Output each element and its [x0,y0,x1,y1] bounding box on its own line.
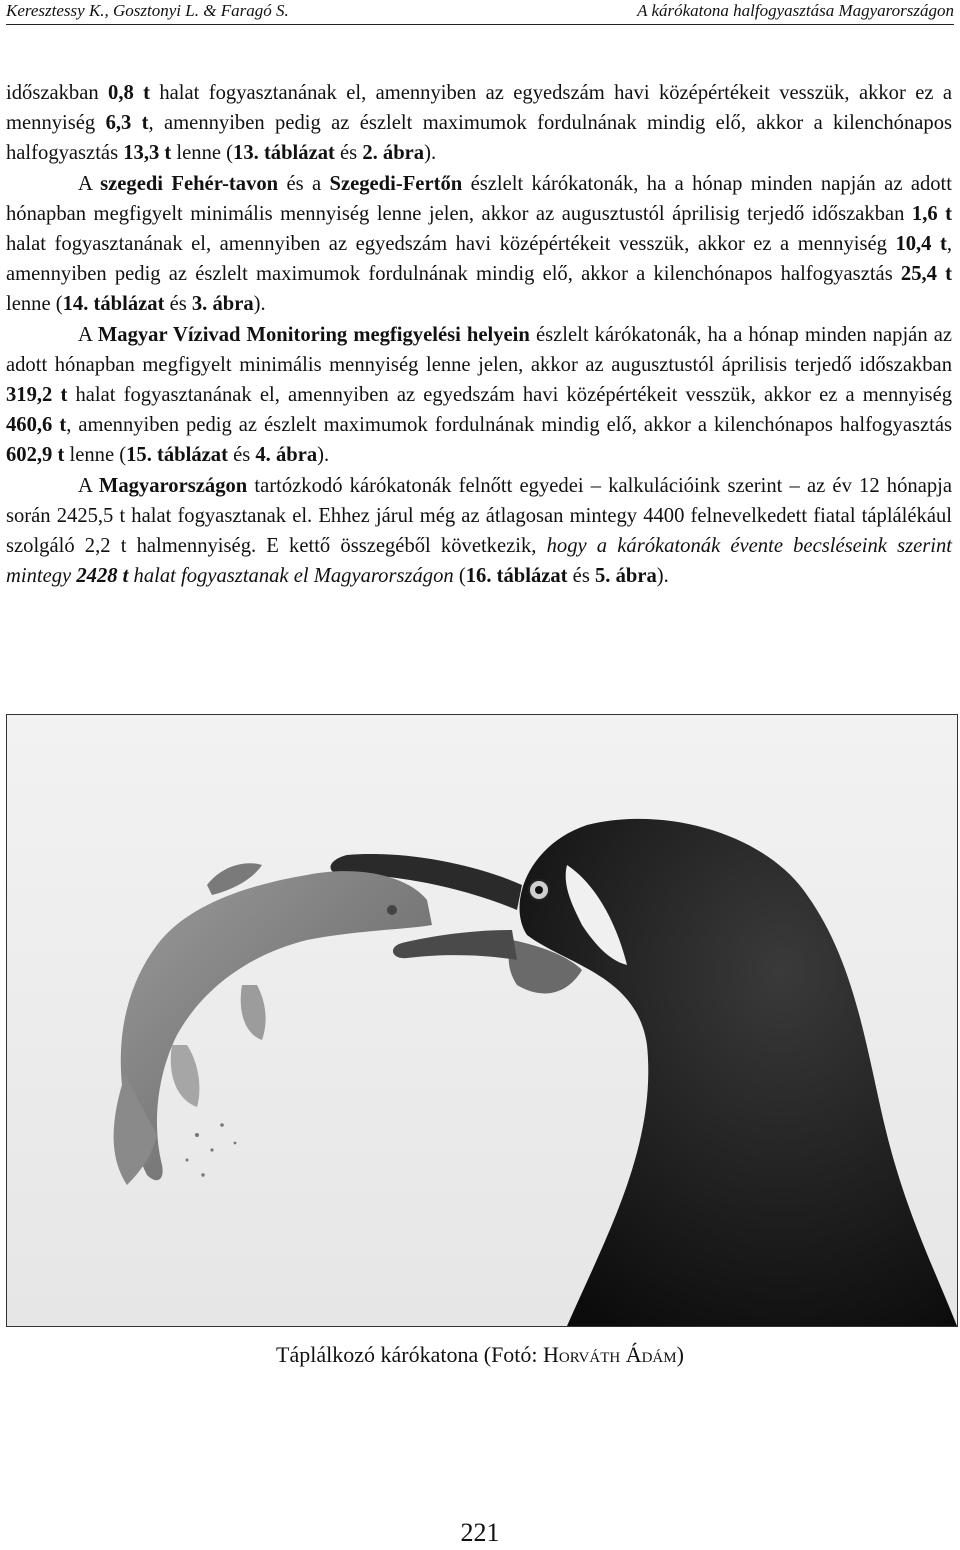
text-run: 1,6 t [911,202,953,225]
text-run: halat fogyasztanak el Magyarországon [128,565,454,588]
text-run: ). [253,293,266,316]
paragraph-1 [6,78,952,169]
text-run: ). [317,444,330,467]
text-run: 13,3 t [123,142,172,165]
caption-photographer: Horváth Ádám [543,1342,677,1367]
text-run: 16. táblázat [465,565,568,588]
paragraph-3 [6,320,952,471]
caption-text: Táplálkozó kárókatona (Fotó: [276,1342,544,1367]
body-text [6,78,952,591]
text-run: , amennyiben pedig az észlelt maximumok fordulnának mindig elő, akkor a kilenchónapos halfogyasztás [6,233,953,286]
text-run: ). [656,565,669,588]
page-number: 221 [460,1518,500,1547]
text-run: észlelt kárókatonák, ha a hónap minden napján az adott hónapban megfigyelt minimális mennyiség lenne jelen, akkor az augusztustól áprilisis terjedő időszakban [6,323,952,376]
text-run: 319,2 t [6,384,68,407]
text-run: és [227,444,256,467]
text-run: lenne ( [171,142,234,165]
text-run: Szegedi-Fertőn [329,172,463,195]
text-run: A [78,172,101,195]
text-run: lenne ( [64,444,127,467]
photo-caption [0,1340,960,1370]
fish-eye [387,905,397,915]
text-run: tartózkodó kárókatonák felnőtt egyedei – kalkulációink szerint – az év 12 hónapja során 2425,5 t halat fogyasztanak el. Ehhez járul még az átlagosan mintegy 4400 felnevelkedett fiatal táplálékául szolgáló 2,2 t halmennyiség. E kettő összegéből következik, [6,474,952,558]
text-run: 25,4 t [900,263,952,286]
text-run: időszakban [6,82,109,104]
text-run: 5. ábra [594,565,657,588]
text-run: , amennyiben pedig az észlelt maximumok fordulnának mindig elő, akkor a kilenchónapos halfogyasztás [6,112,953,165]
text-run: 3. ábra [191,293,254,316]
text-run: 13. táblázat [233,142,335,165]
header-authors: Keresztessy K., Gosztonyi L. & Faragó S. [6,1,289,20]
text-run: halat fogyasztanának el, amennyiben az egyedszám havi középértékeit vesszük, akkor ez a mennyiség [6,82,952,135]
header-title: A kárókatona halfogyasztása Magyarországon [637,1,954,20]
text-run: , amennyiben pedig az észlelt maximumok fordulnának mindig elő, akkor a kilenchónapos halfogyasztás [66,414,952,437]
text-run: 460,6 t [6,414,67,437]
text-run: A [78,474,99,497]
text-run: és [567,565,595,588]
text-run: 4. ábra [255,444,318,467]
text-run: halat fogyasztanának el, amennyiben az egyedszám havi középértékeit vesszük, akkor ez a mennyiség [67,384,953,407]
text-run: ( [453,565,466,588]
paragraph-4 [6,471,952,592]
caption-close: ) [676,1342,684,1367]
text-run: A [78,323,98,346]
text-run: 602,9 t [6,444,65,467]
text-run: 6,3 t [105,112,149,135]
paragraph-2 [6,169,952,320]
text-run: 0,8 t [108,82,150,104]
text-run: 2. ábra [362,142,425,165]
text-run: szegedi Fehér-tavon [100,172,279,195]
text-run: 15. táblázat [126,444,228,467]
text-run: hogy a kárókatonák évente becsléseink szerint mintegy [6,535,952,588]
text-run: halat fogyasztanának el, amennyiben az egyedszám havi középértékeit vesszük, akkor ez a mennyiség [6,233,896,256]
text-run: lenne ( [6,293,63,316]
text-run: 10,4 t [895,233,947,256]
text-run: és [164,293,192,316]
text-run: és a [278,172,330,195]
text-run: és [334,142,363,165]
cormorant-illustration [7,715,957,1326]
text-run: észlelt kárókatonák, ha a hónap minden napján az adott hónapban megfigyelt minimális mennyiség lenne jelen, akkor az augusztustól áprilisig terjedő időszakban [6,172,952,225]
text-run: 14. táblázat [62,293,165,316]
text-run: Magyarországon [98,474,248,497]
text-run: Magyar Vízivad Monitoring megfigyelési helyein [97,323,530,346]
text-run: 2428 t [76,565,129,588]
cormorant-photo [6,714,958,1327]
running-header [6,0,954,25]
text-run: ). [424,142,437,165]
